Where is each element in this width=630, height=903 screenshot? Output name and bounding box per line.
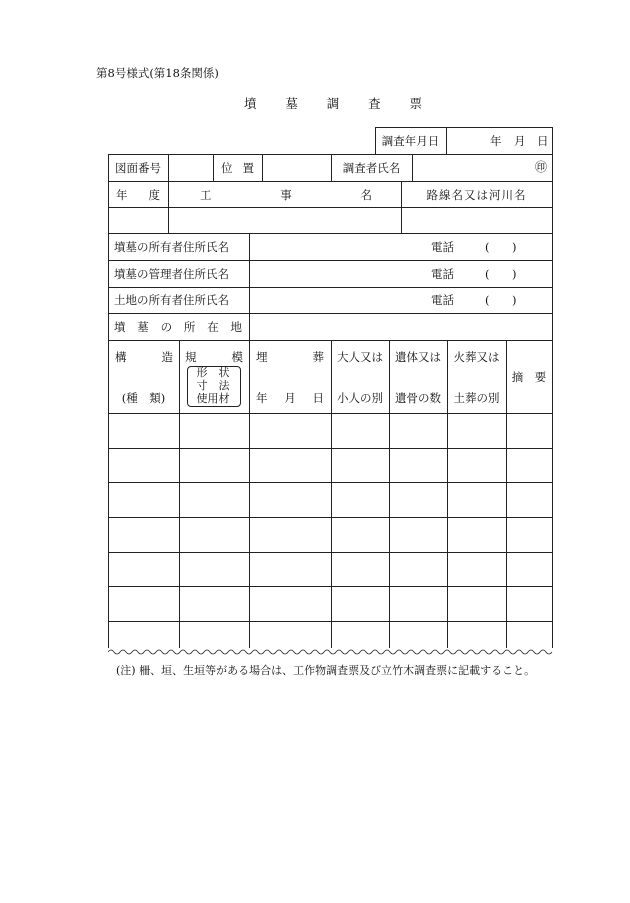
grave-manager-label: 墳墓の管理者住所氏名 — [114, 267, 229, 281]
structure-header: 構 造 — [115, 350, 173, 364]
title-char: 墳 — [244, 96, 257, 111]
land-owner-phone-label: 電話 — [431, 293, 454, 307]
paren-open: ( — [485, 240, 490, 254]
structure-type-header: (種 類) — [121, 391, 166, 405]
survey-day-unit: 日 — [537, 134, 549, 148]
scale-header: 規 模 — [185, 350, 243, 364]
adult-child-header-top: 大人又は — [337, 350, 383, 364]
form-number: 第8号様式(第18条関係) — [96, 66, 219, 80]
paren-close: ) — [512, 240, 517, 254]
survey-month-unit: 月 — [514, 134, 526, 148]
paren-close: ) — [512, 293, 517, 307]
cremation-header-bottom: 土葬の別 — [453, 391, 500, 405]
investigator-name-label: 調査者氏名 — [342, 161, 401, 175]
paren-open: ( — [485, 293, 490, 307]
footnote: (注) 柵、垣、生垣等がある場合は、工作物調査票及び立竹木調査票に記載すること。 — [116, 664, 536, 677]
cremation-header-top: 火葬又は — [453, 350, 500, 364]
grave-location-label: 墳 墓 の 所 在 地 — [114, 320, 242, 334]
seal-mark: ㊞ — [535, 160, 548, 174]
title-char: 査 — [368, 96, 381, 111]
drawing-number-label: 図面番号 — [115, 161, 161, 175]
scale-material-label: 使用材 — [196, 392, 230, 405]
title-char: 票 — [409, 96, 422, 111]
scale-size-label: 寸 法 — [196, 379, 230, 392]
grave-owner-label: 墳墓の所有者住所氏名 — [114, 240, 229, 254]
adult-child-header-bottom: 小人の別 — [337, 391, 383, 405]
scale-shape-label: 形 状 — [196, 366, 230, 379]
summary-header: 摘 要 — [511, 370, 547, 384]
paren-open: ( — [485, 267, 490, 281]
survey-date-label: 調査年月日 — [381, 134, 440, 148]
land-owner-label: 土地の所有者住所氏名 — [114, 293, 229, 307]
work-name-label: 工 事 名 — [200, 188, 372, 202]
position-label: 位 置 — [221, 161, 254, 175]
grave-owner-phone-label: 電話 — [431, 240, 454, 254]
wavy-break-line — [108, 648, 554, 656]
fiscal-year-label: 年 度 — [116, 188, 160, 202]
burial-header: 埋 葬 — [256, 350, 324, 364]
route-river-name-label: 路線名又は河川名 — [426, 188, 527, 202]
burial-date-header: 年 月 日 — [256, 391, 324, 405]
form-title — [244, 97, 422, 111]
remains-header-top: 遺体又は — [395, 350, 441, 364]
title-char: 墓 — [285, 96, 298, 111]
grave-manager-phone-label: 電話 — [431, 267, 454, 281]
survey-year-unit: 年 — [490, 134, 502, 148]
title-char: 調 — [326, 96, 340, 111]
remains-header-bottom: 遺骨の数 — [395, 391, 441, 405]
paren-close: ) — [512, 267, 517, 281]
